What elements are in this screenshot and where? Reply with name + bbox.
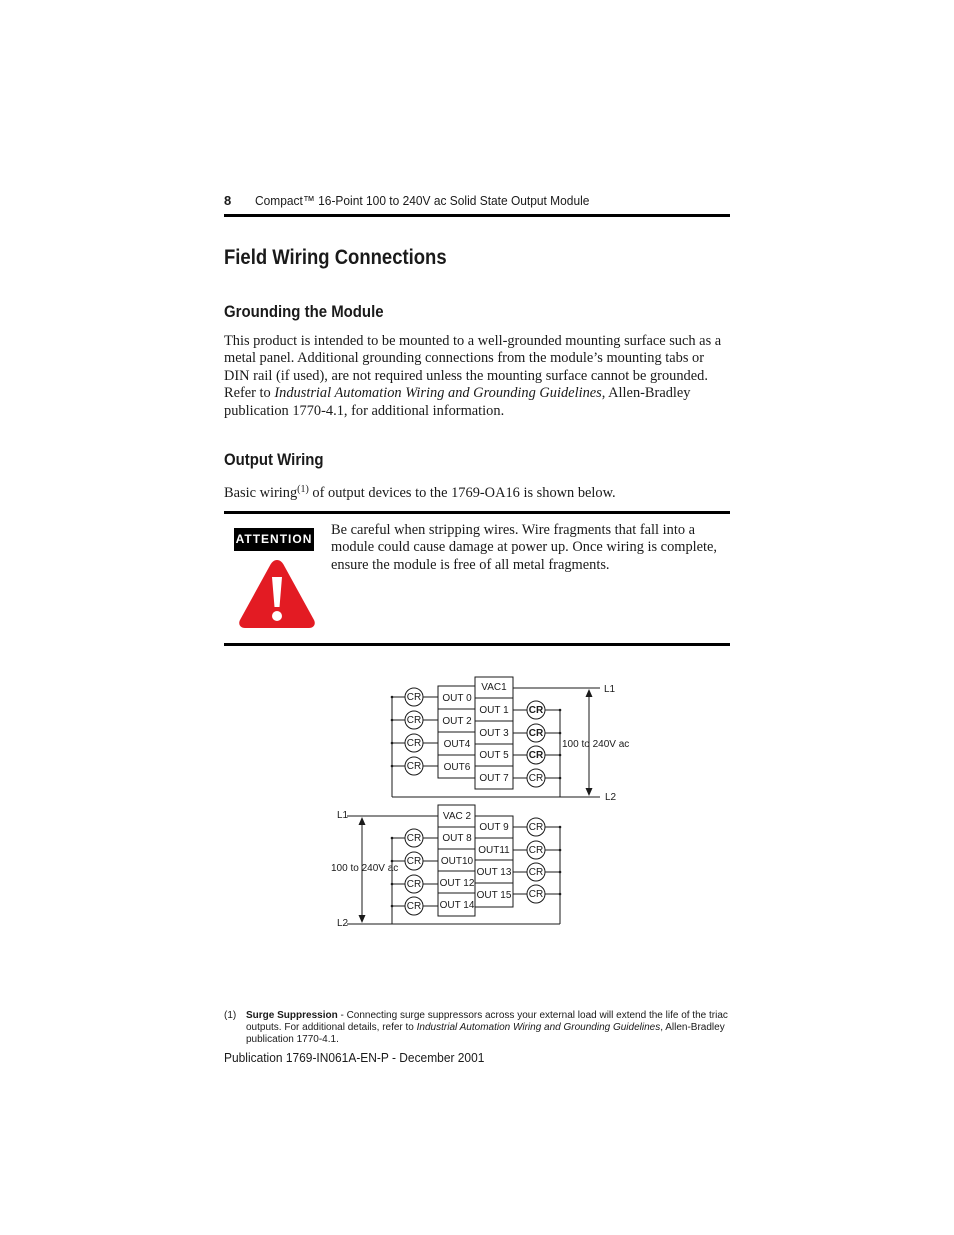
output-wiring-heading: Output Wiring xyxy=(224,450,324,469)
terminal-label: OUT 1 xyxy=(479,705,509,716)
cr-label: CR xyxy=(528,773,544,784)
cr-label: CR xyxy=(528,705,544,716)
attention-text: Be careful when stripping wires. Wire fragments that fall into a module could cause damage at power up. Once wiring is complete, ensure the module is free of all metal fragments. xyxy=(331,522,718,573)
vac1-label: VAC1 xyxy=(481,682,507,693)
terminal-label: OUT 8 xyxy=(442,833,472,844)
terminal-label: OUT 2 xyxy=(442,716,472,727)
terminal-label: OUT 12 xyxy=(439,878,475,889)
attention-rule-bottom xyxy=(224,643,730,646)
supply-label: 100 to 240V ac xyxy=(331,863,399,874)
l1-label: L1 xyxy=(337,810,349,821)
supply-label: 100 to 240V ac xyxy=(562,739,630,750)
output-wiring-text-before: Basic wiring xyxy=(224,485,298,501)
terminal-label: OUT 7 xyxy=(479,773,509,784)
wiring-diagram xyxy=(325,668,635,933)
attention-rule-top xyxy=(224,511,730,514)
section-title: Field Wiring Connections xyxy=(224,246,447,269)
publication-line: Publication 1769-IN061A-EN-P - December 2001 xyxy=(224,1050,485,1065)
l1-label: L1 xyxy=(604,684,616,695)
l2-label: L2 xyxy=(337,918,349,929)
vac2-label: VAC 2 xyxy=(442,811,472,822)
terminal-label: OUT 5 xyxy=(479,750,509,761)
terminal-label: OUT6 xyxy=(443,762,471,773)
grounding-text-2: , Allen-Bradley publication 1770-4.1, for additional information. xyxy=(224,385,691,419)
running-header-title: Compact™ 16-Point 100 to 240V ac Solid State Output Module xyxy=(255,193,590,208)
cr-label: CR xyxy=(406,761,422,772)
cr-label: CR xyxy=(406,738,422,749)
cr-label: CR xyxy=(528,750,544,761)
cr-label: CR xyxy=(528,867,544,878)
terminal-label: OUT 9 xyxy=(479,822,509,833)
output-wiring-text-after: of output devices to the 1769-OA16 is shown below. xyxy=(308,485,616,501)
header-rule xyxy=(224,214,730,217)
terminal-label: OUT 13 xyxy=(476,867,512,878)
warning-exclamation-icon xyxy=(237,557,317,630)
grounding-paragraph xyxy=(224,333,732,420)
cr-label: CR xyxy=(406,692,422,703)
terminal-label: OUT 3 xyxy=(479,728,509,739)
footnote-mark: (1) xyxy=(224,1010,237,1021)
footnote-reference: Industrial Automation Wiring and Grounding Guidelines xyxy=(416,1022,661,1033)
cr-label: CR xyxy=(406,715,422,726)
attention-badge: ATTENTION xyxy=(234,528,314,551)
terminal-label: OUT4 xyxy=(443,739,471,750)
footnote-reference: (1) xyxy=(297,484,309,495)
cr-label: CR xyxy=(528,845,544,856)
terminal-label: OUT 15 xyxy=(476,890,512,901)
grounding-reference: Industrial Automation Wiring and Grounding Guidelines xyxy=(274,385,602,402)
terminal-label: OUT 0 xyxy=(442,693,472,704)
cr-label: CR xyxy=(528,728,544,739)
page-number: 8 xyxy=(224,193,232,208)
footnote-bold: Surge Suppression xyxy=(246,1010,338,1021)
cr-label: CR xyxy=(406,879,422,890)
terminal-label: OUT 14 xyxy=(439,900,475,911)
cr-label: CR xyxy=(406,833,422,844)
footnote-text-2: , Allen-Bradley publication 1770-4.1. xyxy=(246,1022,725,1045)
output-wiring-paragraph xyxy=(224,485,616,502)
footnote-text-1: - Connecting surge suppressors across your external load will extend the life of the triac outputs. For additional details, refer to xyxy=(246,1010,728,1033)
cr-label: CR xyxy=(406,901,422,912)
terminal-label: OUT11 xyxy=(478,845,510,856)
cr-label: CR xyxy=(528,822,544,833)
l2-label: L2 xyxy=(605,792,617,803)
grounding-text-1: This product is intended to be mounted to a well-grounded mounting surface such as a metal panel. Additional grounding connections from the module’s mounting tabs or DIN rail (if used), are not required unless the mounting surface cannot be grounded. Refer to xyxy=(224,333,722,402)
terminal-label: OUT10 xyxy=(440,856,474,867)
cr-label: CR xyxy=(528,889,544,900)
grounding-heading: Grounding the Module xyxy=(224,302,384,321)
cr-label: CR xyxy=(406,856,422,867)
footnote-text xyxy=(246,1010,736,1046)
